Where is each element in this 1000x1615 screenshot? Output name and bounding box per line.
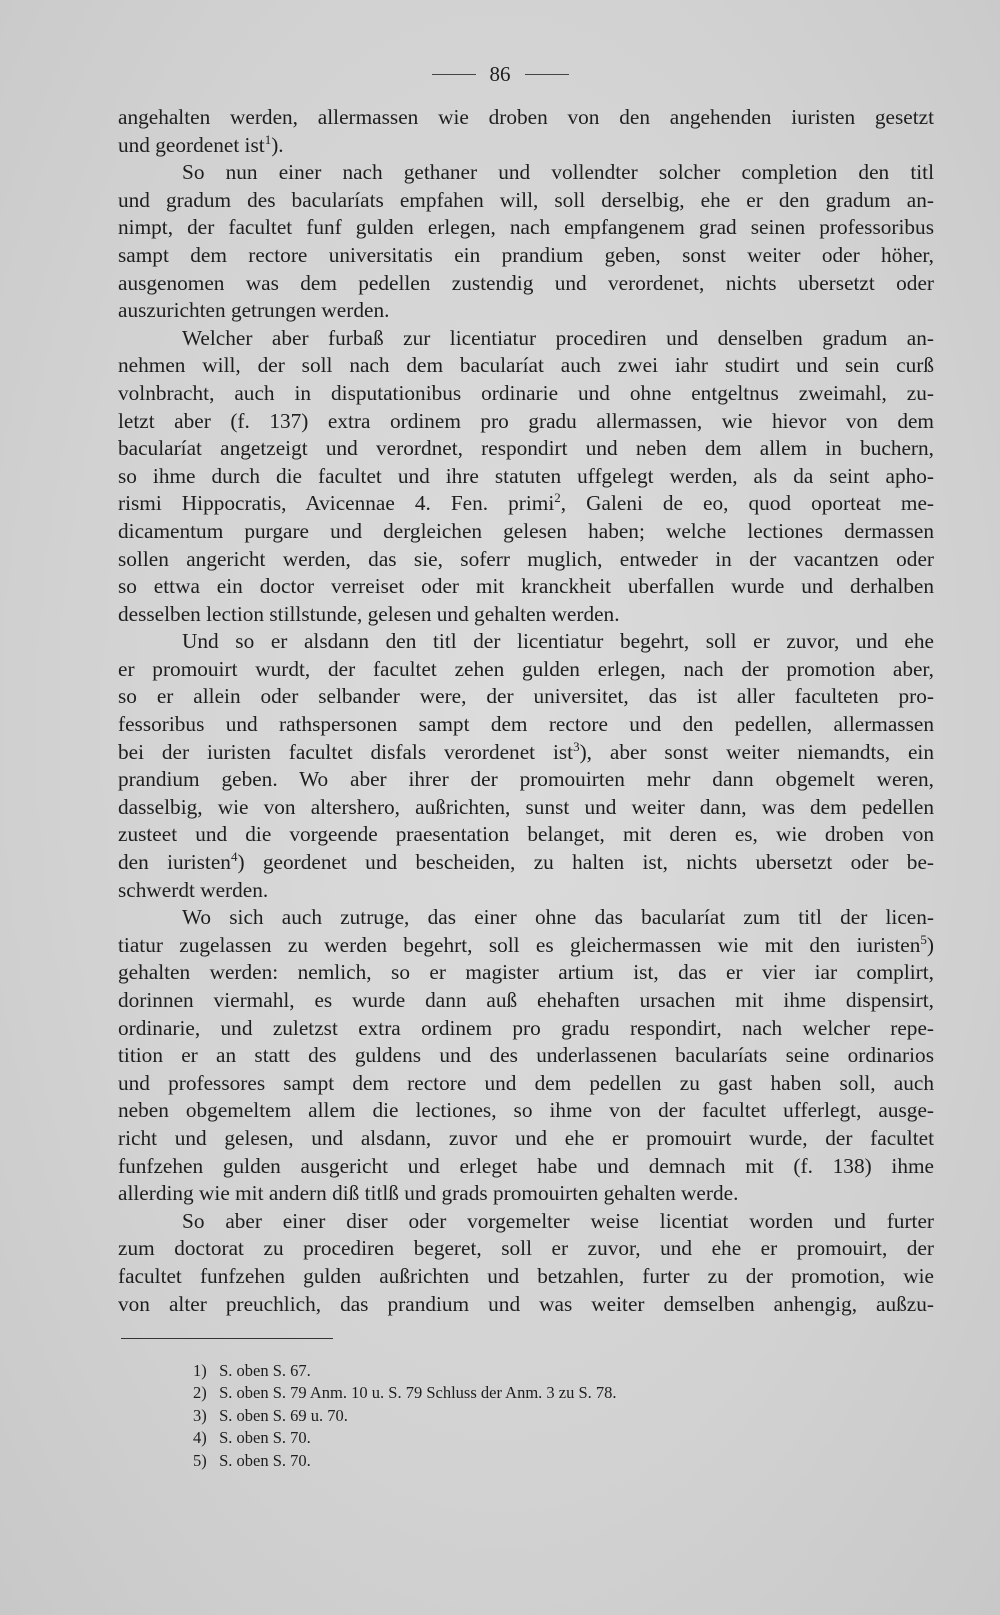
text-line: sampt dem rectore universitatis ein prandium geben, sonst weiter oder höher,	[118, 242, 934, 267]
text-line: letzt aber (f. 137) extra ordinem pro gradu allermassen, wie hievor von dem	[118, 408, 934, 433]
text-line: nimpt, der facultet funf gulden erlegen, nach empfangenem grad seinen professoribus	[118, 215, 934, 240]
text-line: fessoribus und rathspersonen sampt dem rectore und den pedellen, allermassen	[118, 712, 934, 737]
text-line: gehalten werden: nemlich, so er magister artium ist, das er vier iar complirt,	[118, 960, 934, 985]
text-line: bei der iuristen facultet disfals verordenet ist$^3$), aber sonst weiter niemandts, ein	[118, 738, 934, 764]
text-line: facultet funfzehen gulden außrichten und betzahlen, furter zu der promotion, wie	[118, 1263, 934, 1288]
text-line: prandium geben. Wo aber ihrer der promouirten mehr dann obgemelt weren,	[118, 767, 934, 792]
text-line: bacularíat angetzeigt und verordnet, respondirt und neben dem allem in buchern,	[118, 436, 934, 461]
text-line: schwerdt werden.	[118, 877, 269, 902]
text-line: angehalten werden, allermassen wie droben von den angehenden iuristen gesetzt	[118, 105, 934, 129]
footnote-separator	[121, 1338, 333, 1339]
text-line: desselben lection stillstunde, gelesen und gehalten werden.	[118, 601, 620, 626]
header-rule-left	[432, 74, 476, 75]
text-line: So nun einer nach gethaner und vollendter solcher completion den titl	[182, 160, 934, 185]
text-line: und geordenet ist$^1$).	[118, 131, 284, 157]
text-line: funfzehen gulden ausgericht und erleget habe und demnach mit (f. 138) ihme	[118, 1153, 934, 1178]
text-line: so er allein oder selbander were, der universitet, das ist aller faculteten pro-	[118, 684, 934, 709]
text-line: dorinnen viermahl, es wurde dann auß ehehaften ursachen mit ihme dispensirt,	[118, 988, 934, 1012]
text-line: neben obgemeltem allem die lectiones, so ihme von der facultet ufferlegt, ausge-	[118, 1098, 934, 1123]
text-line: so ihme durch die facultet und ihre statuten uffgelegt werden, als da seint apho-	[118, 463, 934, 488]
text-line: auszurichten getrungen werden.	[118, 298, 390, 323]
text-line: rismi Hippocratis, Avicennae 4. Fen. primi$^2$, Galeni de eo, quod oporteat me-	[118, 490, 935, 516]
text-line: sollen angericht werden, das sie, soferr muglich, entweder in der vacantzen oder	[118, 546, 934, 571]
text-line: tition er an statt des guldens und des underlassenen bacularíats seine ordinarios	[118, 1043, 934, 1068]
footnote: 3) S. oben S. 69 u. 70.	[193, 1405, 348, 1425]
header-rule-right	[525, 74, 569, 75]
footnotes	[193, 1360, 617, 1472]
text-line: Und so er alsdann den titl der licentiatur begehrt, soll er zuvor, und ehe	[182, 629, 934, 654]
text-line: volnbracht, auch in disputationibus ordinarie und ohne entgeltnus zweimahl, zu-	[118, 380, 934, 405]
text-line: Wo sich auch zutruge, das einer ohne das bacularíat zum titl der licen-	[182, 905, 934, 930]
text-line: ausgenomen was dem pedellen zustendig und verordenet, nichts ubersetzt oder	[118, 270, 934, 295]
text-line: ordinarie, und zuletzst extra ordinem pro gradu respondirt, nach welcher repe-	[118, 1015, 934, 1040]
page-header	[0, 62, 1000, 87]
text-line: dicamentum purgare und dergleichen gelesen haben; welche lectiones dermassen	[118, 518, 934, 543]
text-line: den iuristen$^4$) geordenet und bescheiden, zu halten ist, nichts ubersetzt oder be-	[118, 848, 934, 875]
text-line: nehmen will, der soll nach dem bacularíat auch zwei iahr studirt und sein curß	[118, 353, 934, 378]
text-line: zusteet und die vorgeende praesentation belanget, mit deren es, wie droben von	[118, 822, 934, 847]
text-line: von alter preuchlich, das prandium und was weiter demselben anhengig, außzu-	[118, 1291, 934, 1316]
text-line: er promouirt wurdt, der facultet zehen gulden erlegen, nach der promotion aber,	[118, 656, 934, 681]
text-line: So aber einer diser oder vorgemelter weise licentiat worden und furter	[182, 1208, 934, 1233]
text-line: und gradum des bacularíats empfahen will, soll derselbig, ehe er den gradum an-	[118, 187, 934, 212]
footnote: 4) S. oben S. 70.	[193, 1428, 311, 1448]
text-line: dasselbig, wie von altershero, außrichten, sunst und weiter dann, was dem pedellen	[118, 794, 934, 819]
text-line: so ettwa ein doctor verreiset oder mit kranckheit uberfallen wurde und derhalben	[118, 574, 934, 599]
footnote-ref: 4	[230, 848, 238, 864]
footnote: 1) S. oben S. 67.	[193, 1361, 311, 1380]
footnote: 2) S. oben S. 79 Anm. 10 u. S. 79 Schluss der Anm. 3 zu S. 78.	[193, 1383, 617, 1403]
text-line: Welcher aber furbaß zur licentiatur procediren und denselben gradum an-	[182, 325, 934, 350]
footnote-ref: 2	[554, 490, 561, 506]
footnote-ref: 5	[920, 931, 927, 947]
text-line: allerding wie mit andern diß titlß und grads promouirten gehalten werde.	[118, 1181, 739, 1206]
body-text	[118, 104, 934, 1318]
footnote-ref: 3	[573, 738, 580, 754]
text-line: und professores sampt dem rectore und dem pedellen zu gast haben soll, auch	[118, 1070, 934, 1095]
page-number: 86	[489, 62, 511, 86]
footnote-ref: 1	[264, 131, 272, 147]
text-line: richt und gelesen, und alsdann, zuvor und ehe er promouirt wurde, der facultet	[118, 1125, 934, 1150]
text-line: tiatur zugelassen zu werden begehrt, soll es gleichermassen wie mit den iuristen$^5$)	[118, 931, 934, 957]
text-line: zum doctorat zu procediren begeret, soll er zuvor, und ehe er promouirt, der	[118, 1236, 934, 1261]
footnote: 5) S. oben S. 70.	[193, 1450, 311, 1470]
